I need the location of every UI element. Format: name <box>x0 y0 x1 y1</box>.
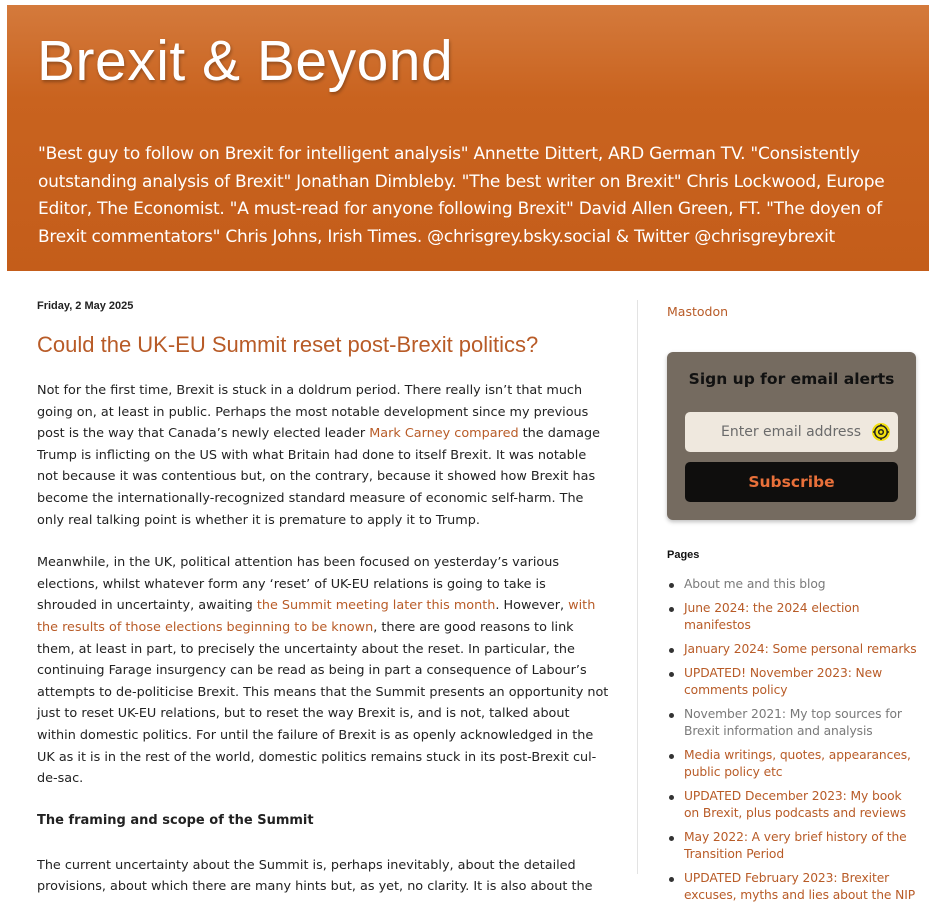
sidebar <box>667 300 919 902</box>
election-results-link[interactable]: with the results of those elections beginning to be known <box>37 598 596 635</box>
signup-title: Sign up for email alerts <box>688 370 895 388</box>
page-item <box>667 747 919 781</box>
post-paragraph <box>37 552 609 790</box>
text-segment: , there are good reasons to link them, at least in part, to precisely the uncertainty about the reset. In particular, the continuing Farage insurgency can be read as being in part a consequence of Labour’s attempts to de-politicise Brexit. This means that the Summit presents an opportunity not just to reset UK-EU relations, but to reset the way Brexit is, and is not, talked about within domestic politics. For until the failure of Brexit is as openly acknowledged in the UK as it is in the rest of the world, domestic politics remains stuck in its post-Brexit cul-de-sac. <box>37 619 609 787</box>
page-link-transition-period[interactable]: May 2022: A very brief history of the Transition Period <box>684 830 907 861</box>
text-segment: . However, <box>495 598 569 614</box>
blog-description: "Best guy to follow on Brexit for intelligent analysis" Annette Dittert, ARD German TV. "Consistently outstanding analysis of Brexit" Jonathan Dimbleby. "The best writer on Brexit" Chris Lockwood, Europe Editor, The Economist. "A must-read for anyone following Brexit" David Allen Green, FT. "The doyen of Brexit commentators" Chris Johns, Irish Times. @chrisgrey.bsky.social & Twitter @chrisgreybrexit <box>38 144 885 247</box>
target-icon[interactable] <box>872 423 890 441</box>
text-segment: Meanwhile, in the UK, political attention has been focused on yesterday’s various elections, whilst whatever form any ‘reset’ of UK-EU relations is going to take is shrouded in uncertainty, awaiting <box>37 555 560 614</box>
post-title[interactable]: Could the UK-EU Summit reset post-Brexit politics? <box>37 332 539 357</box>
page-link-comments-policy[interactable]: UPDATED! November 2023: New comments policy <box>684 666 883 697</box>
mastodon-link[interactable]: Mastodon <box>667 304 729 319</box>
post-paragraph <box>37 380 609 531</box>
page-link-about[interactable]: About me and this blog <box>684 577 826 591</box>
post-paragraph: The current uncertainty about the Summit is, perhaps inevitably, about the detailed provisions, about which there are many hints but, as yet, no clarity. It is also about the <box>37 857 593 895</box>
subscribe-button[interactable]: Subscribe <box>685 462 898 502</box>
page-item <box>667 706 919 740</box>
page-link-brexiter-excuses[interactable]: UPDATED February 2023: Brexiter excuses, myths and lies about the NIP <box>684 871 916 902</box>
page-item <box>667 641 919 658</box>
post-subheading: The framing and scope of the Summit <box>37 812 314 828</box>
email-signup-widget <box>667 352 916 520</box>
pages-list <box>667 576 919 911</box>
email-input[interactable] <box>685 412 870 452</box>
blog-title[interactable]: Brexit & Beyond <box>37 29 454 93</box>
post-date: Friday, 2 May 2025 <box>37 300 134 312</box>
mark-carney-link[interactable]: Mark Carney compared <box>369 426 519 442</box>
page-item <box>667 829 919 863</box>
column-divider <box>637 300 638 874</box>
text-segment: Not for the first time, Brexit is stuck in a doldrum period. There really isn’t that much going on, at least in public. Perhaps the most notable development since my previous post is the way that Canada’s newly elected leader <box>37 383 589 442</box>
page-item <box>667 870 919 904</box>
page-item <box>667 600 919 634</box>
target-icon-svg <box>872 423 890 441</box>
blog-header <box>7 5 929 271</box>
page-link-top-sources[interactable]: November 2021: My top sources for Brexit information and analysis <box>684 707 902 738</box>
page-item <box>667 576 919 593</box>
page-link-2024-manifestos[interactable]: June 2024: the 2024 election manifestos <box>684 601 860 632</box>
post-body <box>37 380 609 898</box>
page-item <box>667 788 919 822</box>
page-link-personal-remarks[interactable]: January 2024: Some personal remarks <box>684 642 917 656</box>
email-field-wrapper <box>685 412 898 452</box>
page-link-book-on-brexit[interactable]: UPDATED December 2023: My book on Brexit, plus podcasts and reviews <box>684 789 906 820</box>
page-link-media-writings[interactable]: Media writings, quotes, appearances, public policy etc <box>684 748 911 779</box>
pages-heading: Pages <box>667 549 700 561</box>
text-segment: the damage Trump is inflicting on the US with what Britain had done to itself Brexit. It was notable not because it was contentious but, on the contrary, because it showed how Brexit has become the internationally-recognized standard measure of economic self-harm. The only real talking point is whether it is premature to apply it to Trump. <box>37 426 600 528</box>
main-column <box>37 300 609 919</box>
page-item <box>667 665 919 699</box>
summit-meeting-link[interactable]: the Summit meeting later this month <box>256 598 496 614</box>
